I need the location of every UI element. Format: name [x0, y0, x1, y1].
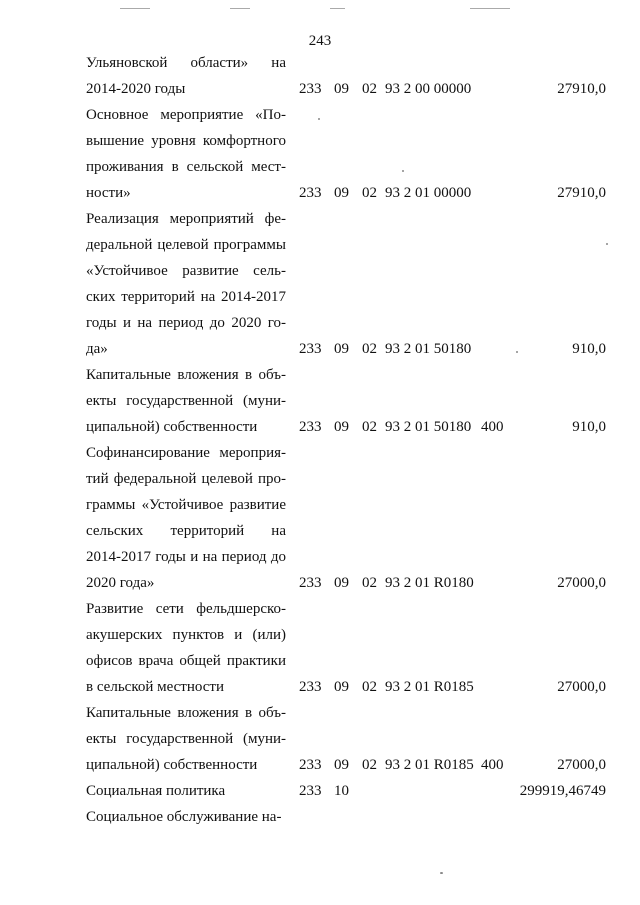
grbs-code: 233 [299, 185, 322, 201]
row-description-line: граммы «Устойчивое развитие [86, 497, 286, 513]
section-code: 09 [334, 757, 349, 773]
scan-speck [402, 170, 404, 172]
row-description-line: в сельской местности [86, 679, 224, 695]
grbs-code: 233 [299, 679, 322, 695]
grbs-code: 233 [299, 757, 322, 773]
row-description-line: Софинансирование мероприя- [86, 445, 286, 461]
expense-type-code: 400 [481, 419, 504, 435]
row-description-line: «Устойчивое развитие сель- [86, 263, 286, 279]
row-description-line: ности» [86, 185, 131, 201]
subsection-code: 02 [362, 679, 377, 695]
row-description-line: да» [86, 341, 108, 357]
row-description-line: Основное мероприятие «По- [86, 107, 286, 123]
row-description-line: ципальной) собственности [86, 757, 258, 773]
subsection-code: 02 [362, 757, 377, 773]
row-description-line: годы и на период до 2020 го- [86, 315, 286, 331]
page-number: 243 [308, 33, 332, 49]
subsection-code: 02 [362, 185, 377, 201]
row-description-line: офисов врача общей практики [86, 653, 286, 669]
section-code: 09 [334, 185, 349, 201]
target-article-code: 93 2 01 50180 [385, 419, 472, 435]
row-description-line: сельских территорий на [86, 523, 286, 539]
amount: 27910,0 [557, 185, 606, 201]
scan-speck [516, 351, 518, 353]
row-description-line: Капитальные вложения в объ- [86, 705, 286, 721]
scan-speck [440, 872, 443, 874]
subsection-code: 02 [362, 341, 377, 357]
row-description-line: вышение уровня комфортного [86, 133, 286, 149]
subsection-code: 02 [362, 575, 377, 591]
subsection-code: 02 [362, 81, 377, 97]
row-description-line: тий федеральной целевой про- [86, 471, 286, 487]
row-description-line: 2014-2020 годы [86, 81, 186, 97]
grbs-code: 233 [299, 419, 322, 435]
target-article-code: 93 2 01 R0185 [385, 679, 474, 695]
row-description-line: Реализация мероприятий фе- [86, 211, 286, 227]
row-description-line: екты государственной (муни- [86, 393, 286, 409]
target-article-code: 93 2 01 00000 [385, 185, 472, 201]
amount: 27000,0 [557, 679, 606, 695]
amount: 910,0 [572, 419, 606, 435]
section-code: 10 [334, 783, 349, 799]
section-code: 09 [334, 679, 349, 695]
row-description-line: екты государственной (муни- [86, 731, 286, 747]
row-description-line: 2014-2017 годы и на период до [86, 549, 286, 565]
expense-type-code: 400 [481, 757, 504, 773]
row-description-line: Социальная политика [86, 783, 226, 799]
row-description-line: 2020 года» [86, 575, 155, 591]
target-article-code: 93 2 01 R0185 [385, 757, 474, 773]
subsection-code: 02 [362, 419, 377, 435]
row-description-line: Ульяновской области» на [86, 55, 286, 71]
row-description-line: ципальной) собственности [86, 419, 258, 435]
section-code: 09 [334, 575, 349, 591]
section-code: 09 [334, 419, 349, 435]
amount: 27000,0 [557, 575, 606, 591]
scan-speck [318, 118, 320, 120]
target-article-code: 93 2 00 00000 [385, 81, 472, 97]
row-description-line: Развитие сети фельдшерско- [86, 601, 286, 617]
row-description-line: проживания в сельской мест- [86, 159, 286, 175]
amount: 27910,0 [557, 81, 606, 97]
target-article-code: 93 2 01 50180 [385, 341, 472, 357]
row-description-line: ских территорий на 2014-2017 [86, 289, 286, 305]
amount: 910,0 [572, 341, 606, 357]
row-description-line: Социальное обслуживание на- [86, 809, 282, 825]
row-description-line: деральной целевой программы [86, 237, 286, 253]
scan-speck [606, 243, 608, 245]
section-code: 09 [334, 81, 349, 97]
row-description-line: акушерских пунктов и (или) [86, 627, 286, 643]
amount: 27000,0 [557, 757, 606, 773]
grbs-code: 233 [299, 81, 322, 97]
row-description-line: Капитальные вложения в объ- [86, 367, 286, 383]
grbs-code: 233 [299, 341, 322, 357]
target-article-code: 93 2 01 R0180 [385, 575, 474, 591]
grbs-code: 233 [299, 783, 322, 799]
amount: 299919,46749 [519, 783, 606, 799]
section-code: 09 [334, 341, 349, 357]
grbs-code: 233 [299, 575, 322, 591]
